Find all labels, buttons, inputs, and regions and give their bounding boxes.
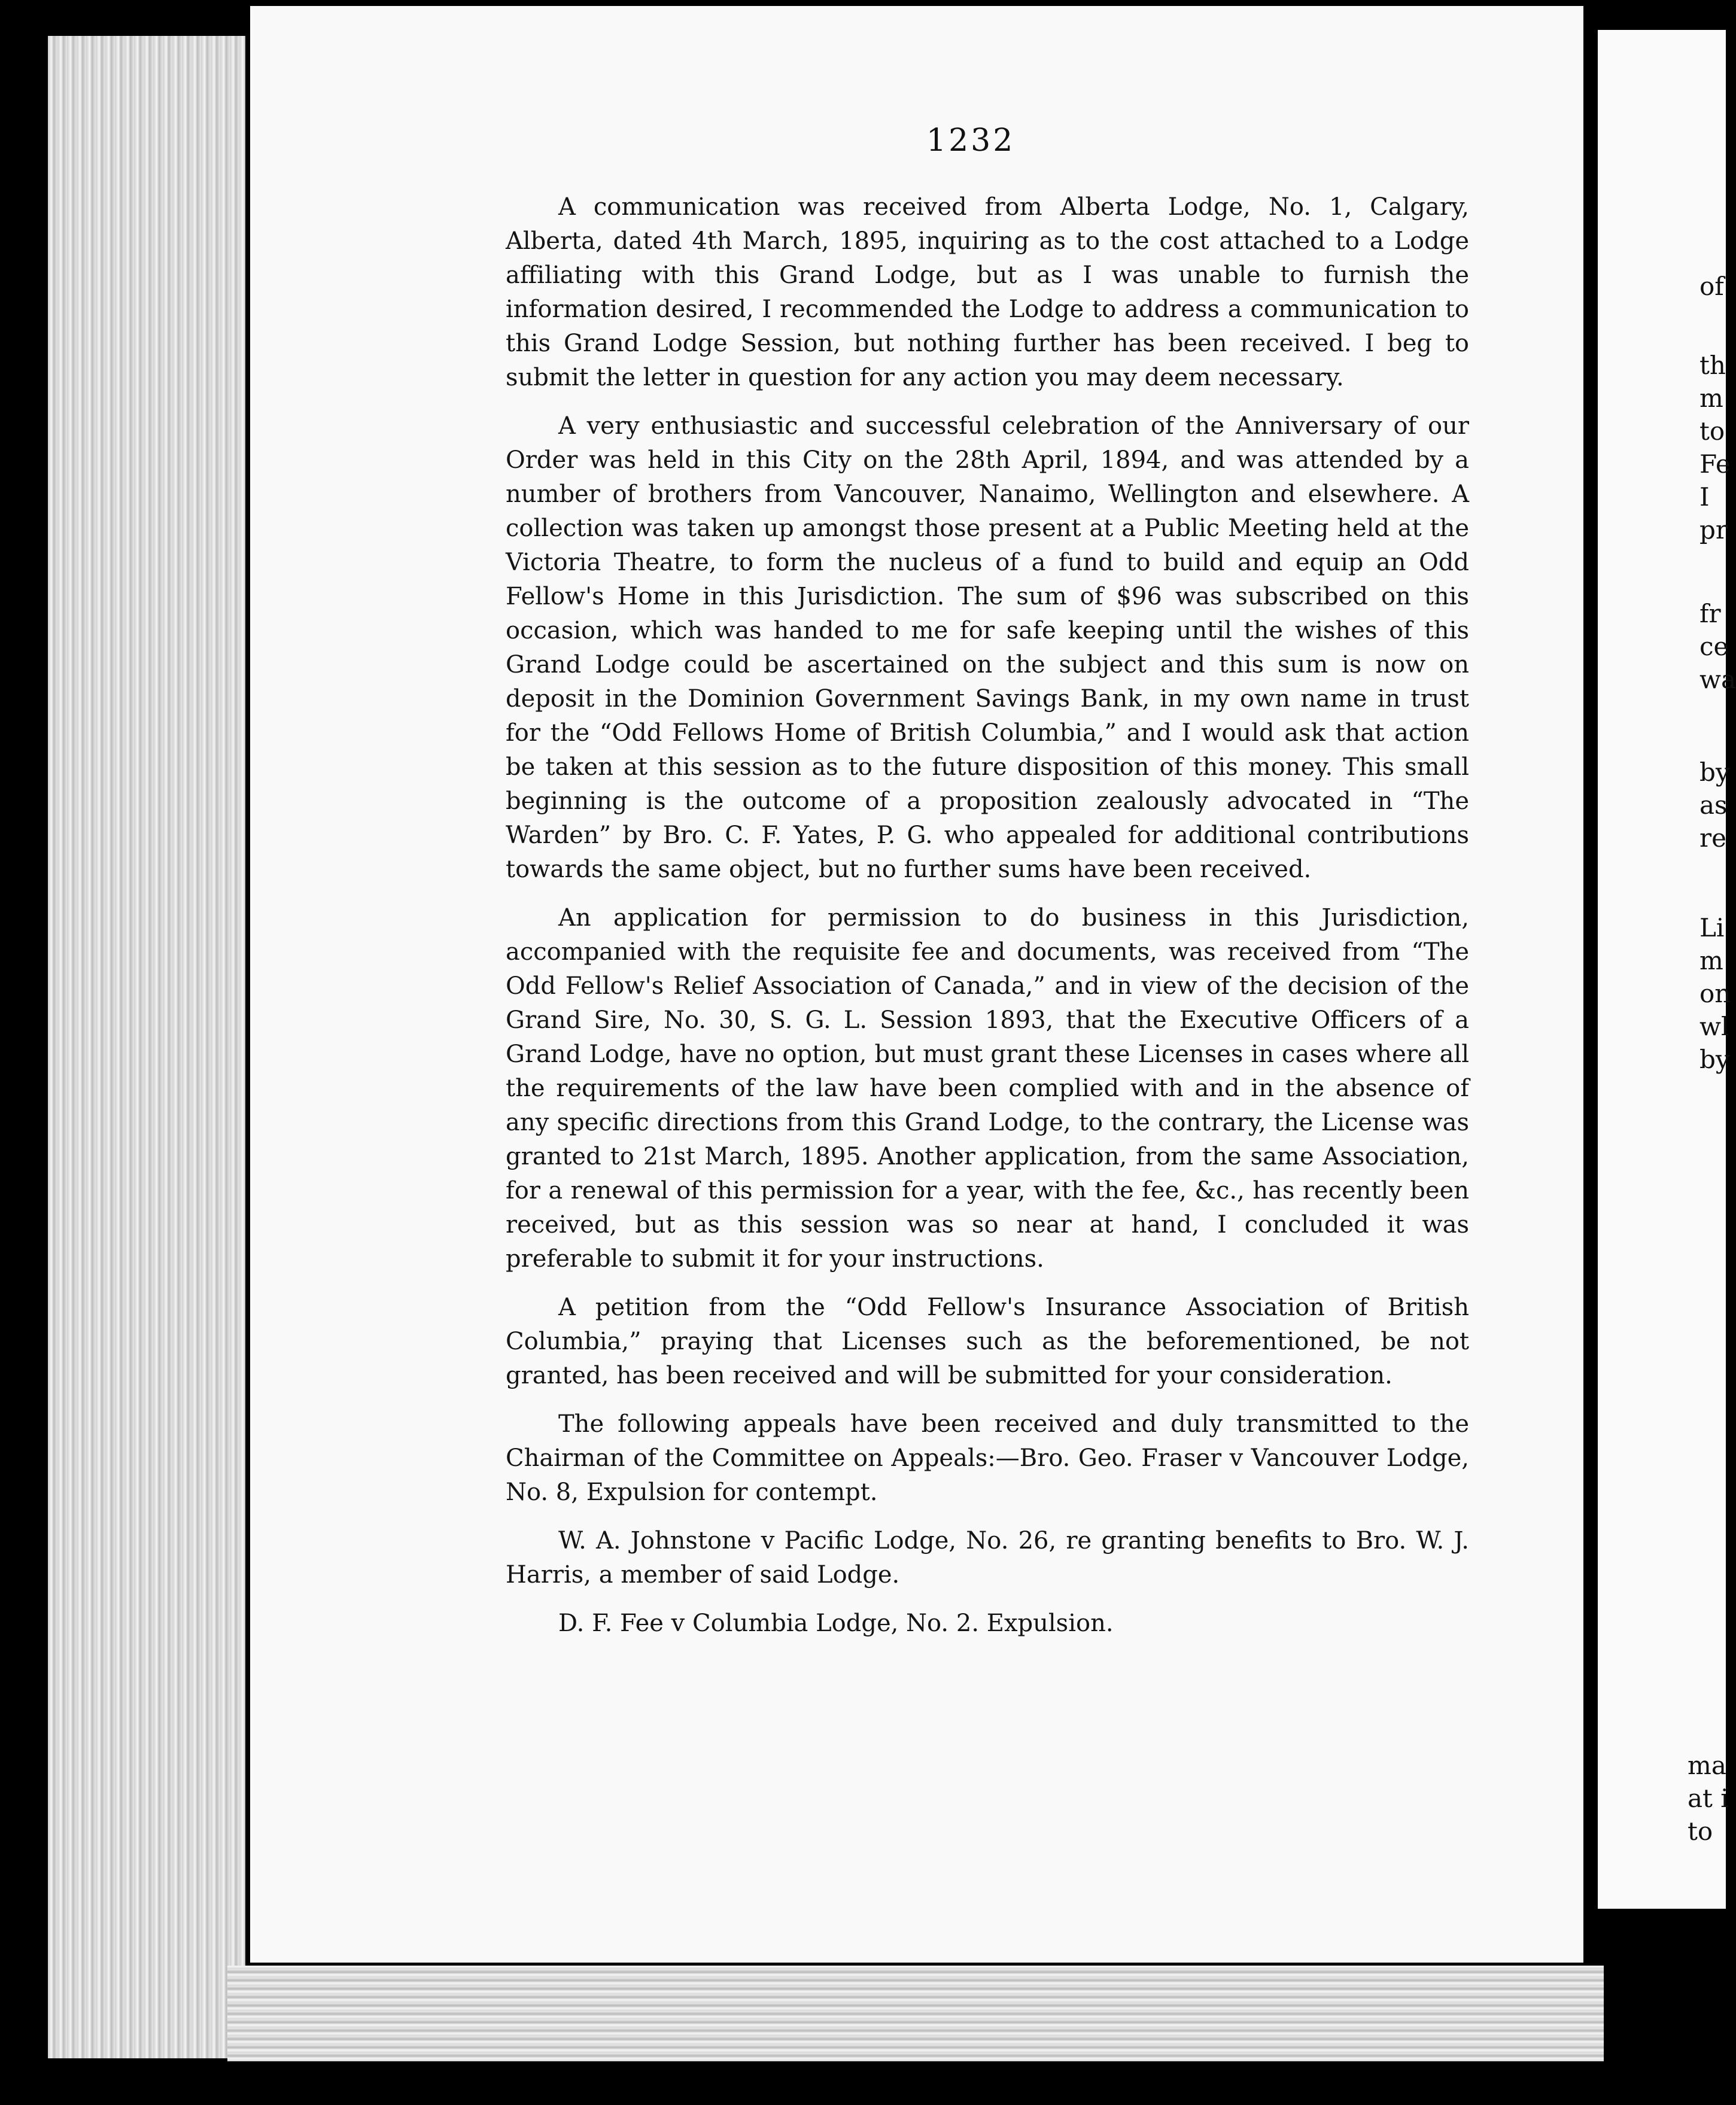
- facing-fragment: as: [1699, 790, 1728, 820]
- facing-fragment: to: [1688, 1817, 1713, 1846]
- facing-fragment: wa: [1699, 665, 1736, 694]
- facing-fragment: to: [1699, 416, 1725, 446]
- facing-fragment: Li: [1699, 913, 1725, 942]
- page-number: 1232: [926, 123, 1016, 159]
- facing-fragment: pr: [1699, 515, 1728, 544]
- paragraph-johnstone-appeal: W. A. Johnstone v Pacific Lodge, No. 26, re granting benefits to Bro. W. J. Harris, a member of said Lodge.: [506, 1527, 1469, 1589]
- facing-fragment: by: [1699, 1045, 1730, 1074]
- facing-fragment: m: [1699, 946, 1723, 975]
- facing-fragment: Fe: [1699, 449, 1731, 479]
- facing-fragment: of: [1699, 272, 1724, 301]
- facing-fragment: ma: [1688, 1751, 1726, 1780]
- facing-fragment: on: [1699, 979, 1731, 1008]
- paragraph-alberta-lodge: A communication was received from Alberta Lodge, No. 1, Calgary, Alberta, dated 4th March, 1895, inquiring as to the cost attached to a Lodge affiliating with this Grand Lodge, but as I was unable to furnish the information desired, I recommended the Lodge to address a communication to this Grand Lodge Session, but nothing further has been received. I beg to submit the letter in question for any action you may deem necessary.: [506, 193, 1469, 391]
- facing-page: [1598, 30, 1736, 1909]
- book-bottom-edges: [227, 1966, 1604, 2061]
- facing-fragment: th: [1699, 351, 1726, 380]
- paragraph-relief-association: An application for permission to do business in this Jurisdiction, accompanied with the requisite fee and documents, was received from “The Odd Fellow's Relief Association of Canada,” and in view of the decision of the Grand Sire, No. 30, S. G. L. Session 1893, that the Executive Officers of a Grand Lodge, have no option, but must grant these Licenses in cases where all the requirements of the law have been complied with and in the absence of any specific directions from this Grand Lodge, to the contrary, the License was granted to 21st March, 1895. Another application, from the same Association, for a renewal of this permission for a year, with the fee, &c., has recently been received, but as this session was so near at hand, I concluded it was preferable to submit it for your instructions.: [506, 904, 1469, 1273]
- page-body: [506, 190, 1469, 1655]
- scan-left-border: [0, 0, 54, 2105]
- facing-fragment: fr: [1699, 599, 1721, 628]
- facing-fragment: wl: [1699, 1012, 1729, 1041]
- book-page-edges: [48, 36, 245, 2058]
- facing-fragment: re: [1699, 823, 1726, 853]
- facing-fragment: at i: [1688, 1784, 1729, 1813]
- facing-fragment: m: [1699, 384, 1723, 413]
- facing-fragment: ce: [1699, 632, 1729, 661]
- facing-fragment: by: [1699, 758, 1730, 787]
- paragraph-insurance-petition: A petition from the “Odd Fellow's Insurance Association of British Columbia,” praying that Licenses such as the beforementioned, be not granted, has been received and will be submitted for your consideration.: [506, 1294, 1469, 1389]
- paragraph-appeals: The following appeals have been received and duly transmitted to the Chairman of the Committee on Appeals:—Bro. Geo. Fraser v Vancouver Lodge, No. 8, Expulsion for contempt.: [506, 1410, 1469, 1506]
- facing-fragment: I: [1699, 482, 1710, 512]
- paragraph-anniversary: A very enthusiastic and successful celebration of the Anniversary of our Order was held in this City on the 28th April, 1894, and was attended by a number of brothers from Vancouver, Nanaimo, Wellington and elsewhere. A collection was taken up amongst those present at a Public Meeting held at the Victoria Theatre, to form the nucleus of a fund to build and equip an Odd Fellow's Home in this Jurisdiction. The sum of $96 was subscribed on this occasion, which was handed to me for safe keeping until the wishes of this Grand Lodge could be ascertained on the subject and this sum is now on deposit in the Dominion Government Savings Bank, in my own name in trust for the “Odd Fellows Home of British Columbia,” and I would ask that action be taken at this session as to the future disposition of this money. This small beginning is the outcome of a proposition zealously advocated in “The Warden” by Bro. C. F. Yates, P. G. who appealed for additional contributions towards the same object, but no further sums have been received.: [506, 412, 1469, 883]
- paragraph-fee-appeal: D. F. Fee v Columbia Lodge, No. 2. Expulsion.: [558, 1610, 1114, 1637]
